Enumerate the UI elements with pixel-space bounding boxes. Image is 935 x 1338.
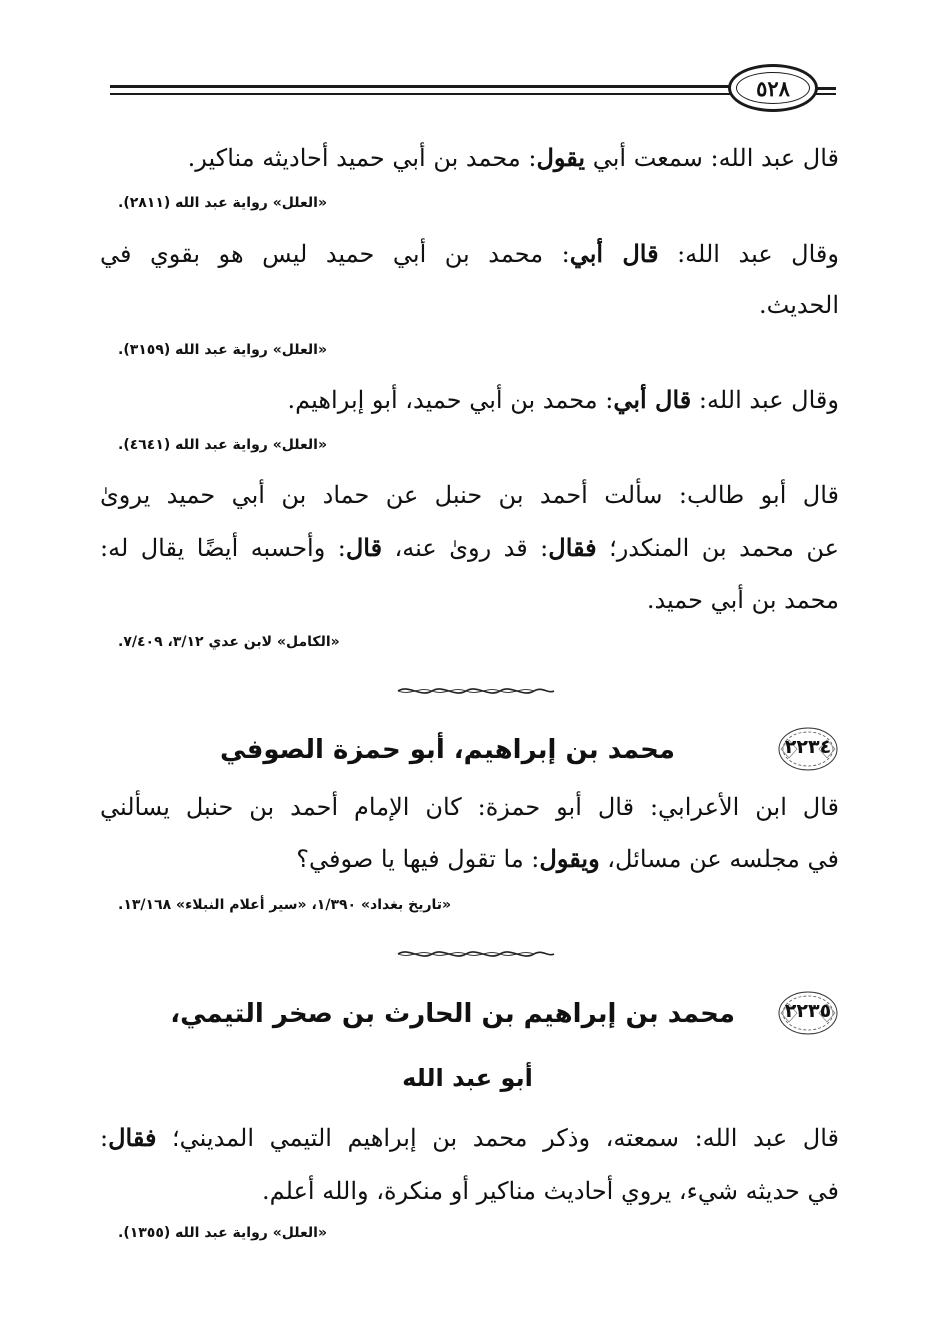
source-citation: «الكامل» لابن عدي ٣/١٢، ٧/٤٠٩. — [118, 634, 340, 650]
page-number: ٥٢٨ — [756, 75, 790, 101]
source-citation: «العلل» رواية عبد الله (١٣٥٥). — [118, 1225, 327, 1241]
page-number-badge — [728, 64, 818, 112]
header-rule-right-2 — [814, 93, 836, 95]
text-line: في حديثه شيء، يروي أحاديث مناكير أو منكرة، والله أعلم. — [262, 1177, 839, 1205]
text-line: في مجلسه عن مسائل، ويقول: ما تقول فيها يا صوفي؟ — [296, 844, 839, 873]
header-rule-top — [110, 85, 732, 88]
entry-title: محمد بن إبراهيم، أبو حمزة الصوفي — [220, 735, 675, 765]
source-citation: «تاريخ بغداد» ١/٣٩٠، «سير أعلام النبلاء» ١٣/١٦٨. — [118, 897, 452, 913]
entry-number: ٢٢٣٤ — [784, 736, 832, 758]
entry-number: ٢٢٣٥ — [784, 1000, 832, 1022]
text-line: قال ابن الأعرابي: قال أبو حمزة: كان الإمام أحمد بن حنبل يسألني — [100, 793, 839, 821]
text-line: الحديث. — [759, 291, 839, 319]
header-rule-bottom — [110, 93, 732, 95]
entry-number-badge — [777, 726, 839, 772]
text-line: وقال عبد الله: قال أبي: محمد بن أبي حميد ليس هو بقوي في — [100, 239, 839, 268]
entry-title: محمد بن إبراهيم بن الحارث بن صخر التيمي، — [170, 999, 735, 1029]
text-line: قال عبد الله: سمعته، وذكر محمد بن إبراهيم التيمي المديني؛ فقال: — [100, 1123, 839, 1152]
entry-subtitle: أبو عبد الله — [402, 1064, 533, 1092]
text-line: وقال عبد الله: قال أبي: محمد بن أبي حميد، أبو إبراهيم. — [287, 385, 839, 414]
source-citation: «العلل» رواية عبد الله (٤٦٤١). — [118, 437, 327, 453]
ornament-divider — [390, 947, 560, 961]
text-line: قال عبد الله: سمعت أبي يقول: محمد بن أبي حميد أحاديثه مناكير. — [187, 143, 839, 172]
text-line: محمد بن أبي حميد. — [646, 586, 839, 614]
text-line: عن محمد بن المنكدر؛ فقال: قد روىٰ عنه، قال: وأحسبه أيضًا يقال له: — [100, 533, 840, 562]
ornament-divider — [390, 684, 560, 698]
text-line: قال أبو طالب: سألت أحمد بن حنبل عن حماد بن أبي حميد يروىٰ — [100, 481, 839, 509]
source-citation: «العلل» رواية عبد الله (٢٨١١). — [118, 195, 327, 211]
source-citation: «العلل» رواية عبد الله (٣١٥٩). — [118, 342, 327, 358]
entry-number-badge — [777, 990, 839, 1036]
